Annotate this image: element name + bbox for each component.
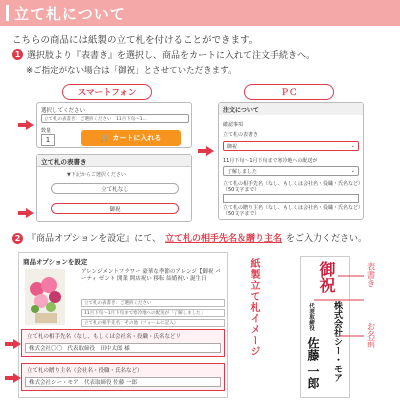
recipient-label: 立て札の相手先名（なし、もしくは会社名・役職・氏名などリ bbox=[27, 334, 182, 340]
arrow-pc-icon bbox=[206, 146, 214, 156]
arrow-sender-icon bbox=[13, 373, 21, 383]
section-header bbox=[0, 0, 400, 26]
chevron-down-icon: ⌄ bbox=[350, 143, 355, 149]
option-oiwai-button[interactable]: 御祝 bbox=[51, 203, 179, 214]
pc-confirm-value: 了解しました bbox=[227, 168, 258, 175]
sender-label: 立て札の贈り主名（会社名・役職・氏名など） bbox=[27, 368, 143, 374]
cart-icon: 🛒 bbox=[100, 134, 110, 142]
add-to-cart-button[interactable] bbox=[81, 130, 181, 146]
pc-panel bbox=[202, 84, 392, 224]
pc-row3-label: 11月下旬〜1月下旬まで寒冷地への配送が bbox=[223, 158, 318, 164]
tate-note: ▼下記からご選択ください bbox=[67, 172, 126, 178]
pc-order-form bbox=[218, 102, 364, 220]
arrow-recipient-icon bbox=[13, 339, 21, 349]
card-name: 佐藤 一郎 bbox=[306, 337, 320, 390]
arrow-select-icon bbox=[26, 120, 34, 130]
card-company: 株式会社シー・モア bbox=[332, 301, 342, 382]
add-to-cart-label: カートに入れる bbox=[112, 134, 162, 142]
step-number-2: 2 bbox=[12, 233, 23, 244]
option-row-1[interactable]: 立て札の表書き：ご選択ください bbox=[81, 299, 225, 307]
chevron-down-icon: ⌄ bbox=[350, 168, 355, 174]
pc-confirm-select[interactable] bbox=[223, 166, 359, 176]
card-role: 代表取締役 bbox=[308, 303, 314, 331]
intro-text: こちらの商品には紙製の立て札を付けることができます。 bbox=[12, 35, 259, 46]
pc-tab: ＰＣ bbox=[244, 84, 334, 100]
sender-input[interactable]: 株式会社シー・モア 代表取締役 佐藤 一郎 bbox=[25, 377, 221, 387]
flower-arrangement-image bbox=[25, 269, 65, 325]
phone-product-form bbox=[36, 102, 192, 148]
smartphone-tab: スマートフォン bbox=[62, 84, 152, 100]
pc-form-title: 注文について bbox=[219, 103, 363, 115]
option-select[interactable]: 立て札の表書き：ご選択ください 11月下旬〜1… bbox=[41, 114, 189, 123]
tate-title: 立て札の表書き bbox=[37, 155, 191, 167]
step-2-text1: 『商品オプションを設定』にて、 bbox=[27, 234, 162, 244]
pc-row5-label: 立て札の贈り主名（なし、もしくは会社名・役職・氏名など）（50文字まで） bbox=[223, 205, 361, 217]
header-accent-bar bbox=[6, 5, 9, 21]
select-label: 選択してください bbox=[41, 108, 86, 114]
option-none-button[interactable]: 立て札なし bbox=[51, 183, 179, 194]
pc-recipient-input[interactable] bbox=[223, 194, 359, 203]
pc-omote-value: 御祝 bbox=[227, 143, 238, 150]
card-omote: 御祝 bbox=[317, 261, 336, 293]
option-panel-title: 商品オプションを設定 bbox=[23, 258, 88, 266]
step-1-text: 選択肢より『表書き』を選択し、商品をカートに入れて注文手続きへ。 bbox=[27, 51, 316, 61]
step-1 bbox=[12, 48, 315, 61]
arrow-option-icon bbox=[26, 208, 34, 218]
phone-option-sheet bbox=[36, 154, 192, 222]
step-2-text3: をご入力ください。 bbox=[286, 234, 368, 244]
pc-row1-label: 確認事項 bbox=[223, 122, 244, 128]
option-row-2[interactable]: 11月下旬〜1月下旬まで寒冷地への配送が「了解しました」 bbox=[81, 309, 225, 317]
smartphone-panel bbox=[14, 84, 194, 224]
pc-row4-label: 立て札の相手先名（なし、もしくは会社名・役職・氏名など）（50文字まで） bbox=[223, 181, 361, 193]
option-row-3[interactable]: 立て札の相手先名：その他（フォームに記入） bbox=[81, 319, 225, 327]
card-image-label: 紙製立て札イメージ bbox=[248, 258, 259, 357]
quantity-input[interactable]: 1 bbox=[41, 134, 55, 146]
recipient-input[interactable]: 株式会社〇〇 代表取締役 田中太郎 様 bbox=[25, 343, 221, 353]
quantity-label: 数量 bbox=[41, 128, 52, 134]
step-1-note: ※ご指定がない場合は「御祝」とさせていただきます。 bbox=[26, 66, 237, 76]
step-2-highlight: 立て札の相手先名＆贈り主名 bbox=[165, 234, 283, 244]
step-number-1: 1 bbox=[12, 49, 23, 60]
option-panel bbox=[18, 252, 228, 398]
step-2 bbox=[12, 231, 367, 244]
section-title: 立て札について bbox=[14, 5, 126, 23]
pc-omote-select[interactable] bbox=[223, 141, 359, 151]
label-omote: 表書き bbox=[365, 262, 375, 288]
label-name: お名前 bbox=[365, 322, 375, 348]
tate-fuda-card bbox=[300, 256, 350, 398]
product-description: アレンジメントフラワー 豪華な季節のアレンジ【御祝 パーティ ゼント 開業 開店祝い 移転 結婚祝い 誕生日 bbox=[81, 269, 221, 282]
pc-row2-label: 立て札の表書き bbox=[223, 132, 259, 138]
